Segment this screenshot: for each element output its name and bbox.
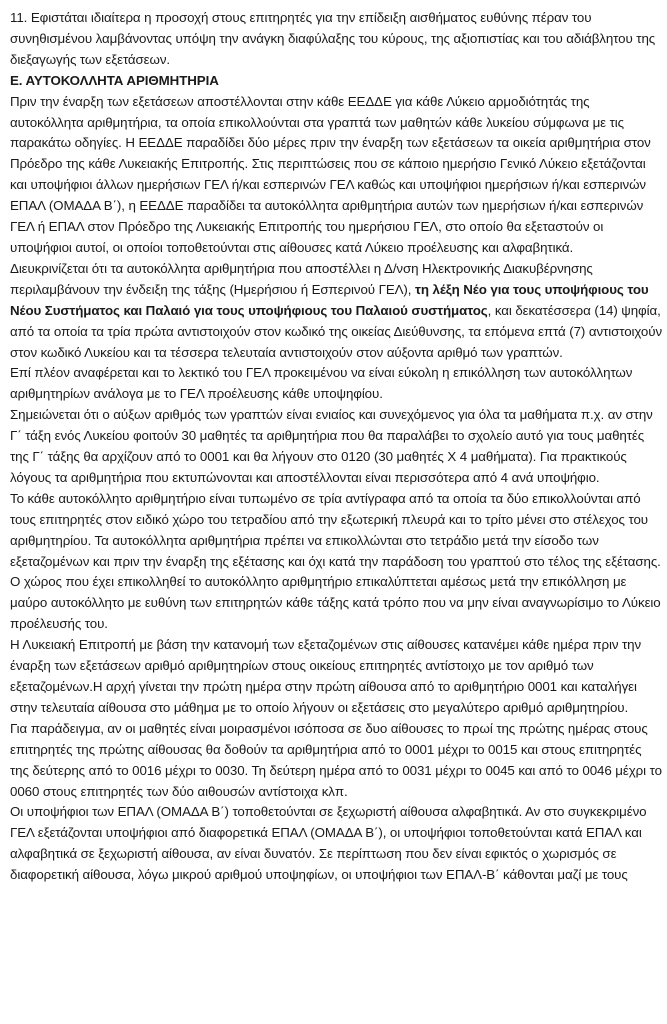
paragraph-1: Πριν την έναρξη των εξετάσεων αποστέλλονται στην κάθε ΕΕΔΔΕ για κάθε Λύκειο αρμοδιότητάς της αυτοκόλλητα αριθμητήρια, τα οποία επικολλούνται στα γραπτά των μαθητών κάθε λυκείου σύμφωνα με τις παρακάτω οδηγίες. Η ΕΕΔΔΕ παραδίδει δύο μέρες πριν την έναρξη των εξετάσεων τα οικεία αριθμητήρια στον Πρόεδρο της κάθε Λυκειακής Επιτροπής. Στις περιπτώσεις που σε κάποιο ημερήσιο Γενικό Λύκειο εξετάζονται και υποψήφιοι άλλων ημερήσιων ΓΕΛ ή/και εσπερινών ΓΕΛ καθώς και υποψήφιοι ημερήσιων ή/και εσπερινών ΕΠΑΛ (ΟΜΑΔΑ Β΄), η ΕΕΔΔΕ παραδίδει τα αυτοκόλλητα αριθμητήρια αυτών των ημερήσιων ή/και εσπερινών ΓΕΛ ή ΕΠΑΛ στον Πρόεδρο της Λυκειακής Επιτροπής του ημερήσιου ΓΕΛ, στο οποίο θα εξεταστούν οι υποψήφιοι αυτοί, οι οποίοι τοποθετούνται στις αίθουσες κατά Λύκειο προέλευσης και αλφαβητικά. — [10, 93, 651, 255]
section-heading: Ε. ΑΥΤΟΚΟΛΛΗΤΑ ΑΡΙΘΜΗΤΗΡΙΑ — [10, 72, 219, 88]
paragraph-2-end: , και δεκατέσσερα (14) ψηφία, από τα οποία τα τρία πρώτα αντιστοιχούν στον κωδικό της οικείας Διεύθυνσης, τα επόμενα επτά (7) αντιστοιχούν στον κωδικό Λυκείου και τα τέσσερα τελευταία αντιστοιχούν στον αύξοντα αριθμό των γραπτών. — [10, 302, 663, 360]
item-11-paragraph: 11. Εφιστάται ιδιαίτερα η προσοχή στους επιτηρητές για την επίδειξη αισθήματος ευθύνης πέραν του συνηθισμένου λαμβάνοντας υπόψη την ανάγκη διαφύλαξης του κύρους, της αξιοπιστίας και του αδιάβλητου της διεξαγωγής των εξετάσεων. — [10, 10, 656, 67]
paragraph-2 — [10, 259, 662, 364]
document-page — [10, 8, 662, 886]
paragraph-5: Το κάθε αυτοκόλλητο αριθμητήριο είναι τυπωμένο σε τρία αντίγραφα από τα οποία τα δύο επικολλούνται από τους επιτηρητές στον ειδικό χώρο του τετραδίου από την εξωτερική πλευρά και το τρίτο μένει στο στέλεχος του αριθμητηρίου. Τα αυτοκόλλητα αριθμητήρια πρέπει να επικολλώνται στο τετράδιο μετά την είσοδο των εξεταζομένων και πριν την έναρξη της εξέτασης και όχι κατά την παράδοση του γραπτού στο τέλος της εξέτασης. Ο χώρος που έχει επικολληθεί το αυτοκόλλητο αριθμητήριο επικαλύπτεται αμέσως μετά την επικόλληση με μαύρο αυτοκόλλητο με ευθύνη των επιτηρητών κάθε τάξης κατά τρόπο που να μην είναι αναγνωρίσιμο το Λύκειο προέλευσής του. — [10, 490, 661, 632]
paragraph-2-start: Διευκρινίζεται ότι τα αυτοκόλλητα αριθμητήρια που αποστέλλει η Δ/νση Ηλεκτρονικής Διακυβέρνησης περιλαμβάνουν την ένδειξη της τάξης (Ημερήσιου ή Εσπερινού ΓΕΛ), — [10, 260, 593, 297]
paragraph-6: Η Λυκειακή Επιτροπή με βάση την κατανομή των εξεταζομένων στις αίθουσες κατανέμει κάθε ημέρα πριν την έναρξη των εξετάσεων αριθμό αριθμητηρίων στους οικείους επιτηρητές αντίστοιχο με τον αριθμό των εξεταζομένων.Η αρχή γίνεται την πρώτη ημέρα στην πρώτη αίθουσα από το αριθμητήριο 0001 και καταλήγει στην τελευταία αίθουσα στο μάθημα με το οποίο λήγουν οι εξετάσεις στο μεγαλύτερο αριθμό αριθμητηρίου. — [10, 637, 642, 715]
paragraph-3: Επί πλέον αναφέρεται και το λεκτικό του ΓΕΛ προκειμένου να είναι εύκολη η επικόλληση των αυτοκόλλητων αριθμητηρίων ανάλογα με το ΓΕΛ προέλευσης κάθε υποψηφίου. — [10, 365, 633, 402]
paragraph-2-bold: τη λέξη Νέο για τους υποψήφιους του Νέου Συστήματος και Παλαιό για τους υποψήφιους του Παλαιού συστήματος — [10, 281, 649, 318]
paragraph-8: Οι υποψήφιοι των ΕΠΑΛ (ΟΜΑΔΑ Β΄) τοποθετούνται σε ξεχωριστή αίθουσα αλφαβητικά. Αν στο συγκεκριμένο ΓΕΛ εξετάζονται υποψήφιοι από διαφορετικά ΕΠΑΛ (ΟΜΑΔΑ Β΄), οι υποψήφιοι τοποθετούνται κατά ΕΠΑΛ και αλφαβητικά σε ξεχωριστή αίθουσα, αν είναι δυνατόν. Σε περίπτωση που δεν είναι εφικτός ο χωρισμός σε διαφορετική αίθουσα, λόγω μικρού αριθμού υποψηφίων, οι υποψήφιοι των ΕΠΑΛ-Β΄ κάθονται μαζί με τους — [10, 804, 647, 883]
paragraph-7: Για παράδειγμα, αν οι μαθητές είναι μοιρασμένοι ισόποσα σε δυο αίθουσες το πρωί της πρώτης ημέρας στους επιτηρητές της πρώτης αίθουσας θα δοθούν τα αριθμητήρια από το 0001 μέχρι το 0015 και στους επιτηρητές της δεύτερης από το 0016 μέχρι το 0030. Τη δεύτερη ημέρα από το 0031 μέχρι το 0045 και από το 0046 μέχρι το 0060 στους επιτηρητές των δύο αιθουσών αντίστοιχα κλπ. — [10, 720, 662, 799]
paragraph-4: Σημειώνεται ότι ο αύξων αριθμός των γραπτών είναι ενιαίος και συνεχόμενος για όλα τα μαθήματα π.χ. αν στην Γ΄ τάξη ενός Λυκείου φοιτούν 30 μαθητές τα αριθμητήρια που θα παραλάβει το σχολείο αυτό για τους μαθητές της Γ΄ τάξης θα αρχίζουν από το 0001 και θα λήγουν στο 0120 (30 μαθητές Χ 4 μαθήματα). Για πρακτικούς λόγους τα αριθμητήρια που εκτυπώνονται και αποστέλλονται είναι περισσότερα από 4 ανά υποψήφιο. — [10, 407, 653, 485]
